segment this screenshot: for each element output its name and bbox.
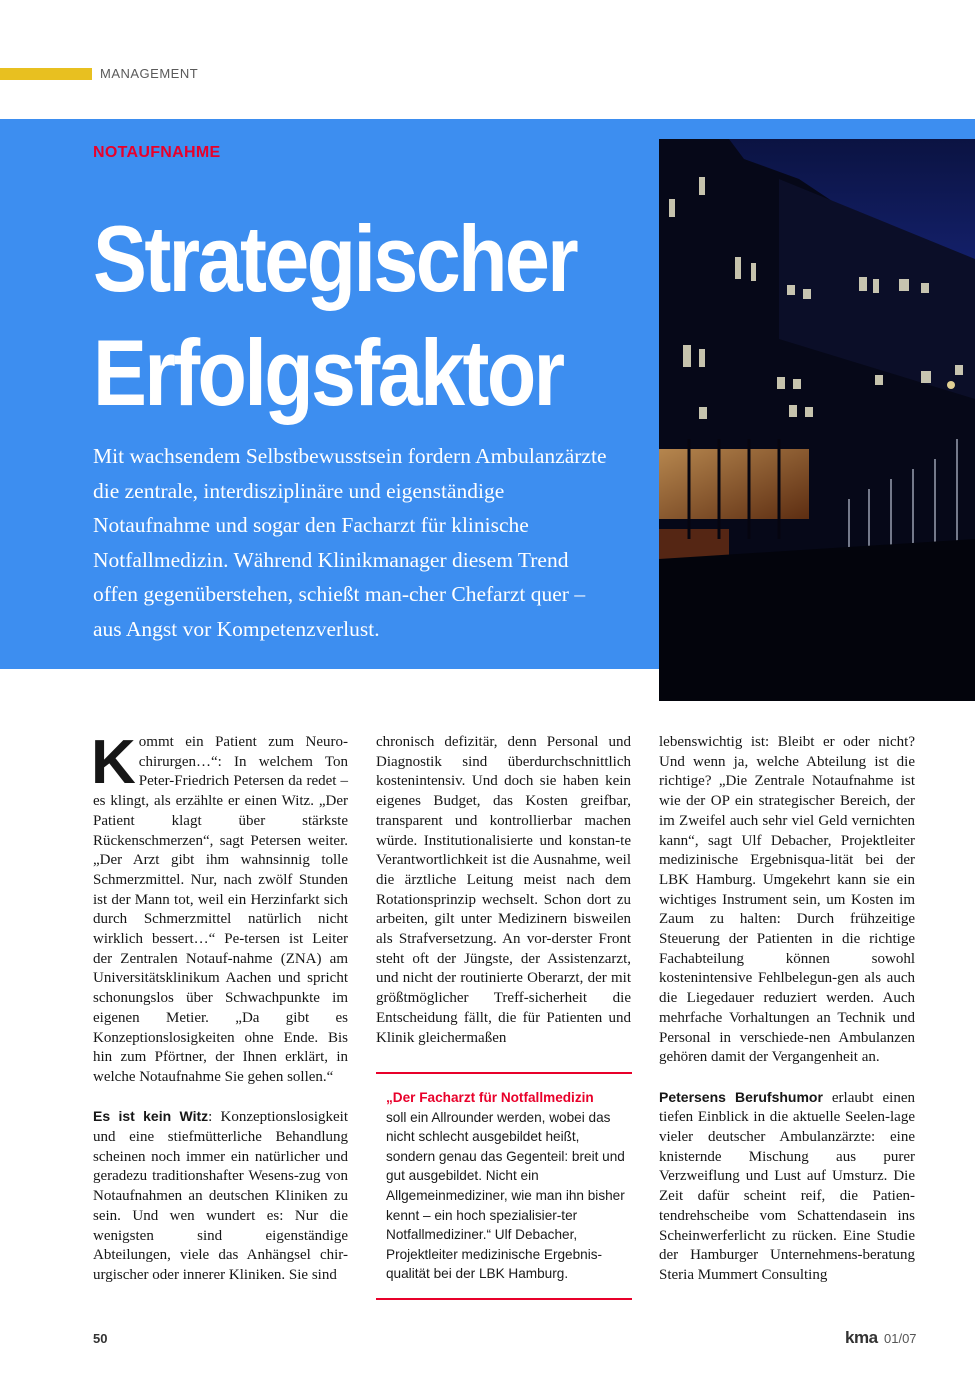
hospital-building-illustration [659, 139, 975, 701]
body-paragraph-2 [93, 1107, 348, 1285]
subhead-lead-in: Es ist kein Witz [93, 1108, 209, 1125]
body-column-1 [91, 728, 348, 1286]
pullquote-text: soll ein Allrounder werden, wobei das nicht schlecht ausgebildet heißt, sondern genau das Gegenteil: breit und gut ausgebildet. Nicht ein Allgemeinmediziner, wie man ihn bisher kennt – ein hoch spezialisier-ter Notfallmediziner.“ Ulf Debacher, Projektleiter medizinische Ergebnis-qualität bei der LBK Hamburg. [386, 1109, 625, 1282]
headline-line-2: Erfolgsfaktor [93, 320, 563, 425]
article-kicker: NOTAUFNAHME [93, 144, 221, 161]
body-paragraph-2-text: : Konzeptionslosigkeit und eine stiefmütterliche Behandlung scheinen noch immer ein natürlicher und geradezu traditionshafter Wesens-zug von Notaufnahmen an deutschen Kliniken zu sein. Und wen wundert es: Nur die wenigsten sind eigenständige Abteilungen, viele das Anhängsel chir-urgischer oder innerer Kliniken. Sie sind [93, 1109, 348, 1283]
body-paragraph-1 [91, 728, 348, 1088]
article-headline [93, 202, 576, 430]
issue-number: 01/07 [884, 1331, 917, 1346]
pullquote-head: „Der Facharzt für Notfallmedizin [386, 1090, 594, 1105]
body-paragraph-5-text: erlaubt einen tiefen Einblick in die aktuelle Seelen-lage vieler deutscher Ambulanzärzte: eine knisternde Mischung aus purer Verzweiflung und Lust auf Umsturz. Die Zeit dafür scheint reif, die Patien-tendrehscheibe vom Schattendasein ins Scheinwerferlicht zu rücken. Eine Studie der Hamburger Unternehmens-beratung Steria Mummert Consulting [659, 1089, 915, 1283]
article-lead: Mit wachsendem Selbstbewusstsein fordern Ambulanzärzte die zentrale, interdisziplinäre und eigenständige Notaufnahme und sogar den Facharzt für klinische Notfallmedizin. Während Klinikmanager diesem Trend offen gegenüberstehen, schießt man-cher Chefarzt quer – aus Angst vor Kompetenzverlust. [93, 444, 607, 641]
headline-line-1: Strategischer [93, 206, 577, 311]
drop-cap: K [91, 728, 136, 797]
section-label: MANAGEMENT [100, 66, 199, 81]
pullquote-top-rule [376, 1072, 632, 1074]
body-paragraph-5 [659, 1088, 915, 1286]
hospital-night-photo [659, 139, 975, 701]
pullquote [386, 1088, 626, 1284]
body-paragraph-3: chronisch defizitär, denn Personal und Diagnostik sind überdurchschnittlich kostenintensiv. Und doch sie haben kein eigenes Budget, das Kosten greifbar, transparent und kontrollierbar machen würde. Institutionalisierte und konstan-te Verantwortlichkeit ist die Ausnahme, weil die ärztliche Leitung meist nach dem Rotationsprinzip wechselt. Schon dort zu arbeiten, gilt unter Medizinern bisweilen als Strafversetzung. An vor-derster Front steht oft der Jüngste, der Assistenzarzt, und nicht der routinierte Oberarzt, der mit größtmöglicher Treff-sicherheit die Entscheidung fällt, die für Patienten und Klinik gleichermaßen [376, 734, 631, 1046]
body-paragraph-1-text: ommt ein Patient zum Neuro-chirurgen…“: In welchem Ton Peter-Friedrich Petersen da redet – es klingt, als erzählte er einen Witz. „Der Patient klagt über stärkste Rückenschmerzen“, sagt Petersen weiter. „Der Arzt gibt ihm wahnsinnig tolle Schmerzmittel. Nur, nach zwölf Stunden ist der Mann tot, weil ein Herzinfarkt sich durch Schmerzmittel natürlich nicht wirklich bessert…“ Pe-tersen ist Leiter der Zentralen Notauf-nahme (ZNA) am Universitätsklinikum Aachen und spricht schonungslos über Schwachpunkte im eigenen Metier. „Da gibt es Konzeptionslosigkeiten ohne Ende. Bis hin zum Pförtner, der Ihnen erklärt, in welche Notaufnahme Sie gehen sollen.“ [93, 734, 348, 1085]
magazine-logo: kma [845, 1328, 878, 1347]
pullquote-bottom-rule [376, 1298, 632, 1300]
body-column-2 [376, 733, 631, 1048]
section-color-bar [0, 68, 92, 80]
page-number: 50 [93, 1331, 108, 1346]
subhead-lead-in-2: Petersens Berufshumor [659, 1088, 823, 1105]
body-column-3 [659, 733, 915, 1286]
body-paragraph-4: lebenswichtig ist: Bleibt er oder nicht? Und wenn ja, welche Abteilung ist die richtige? „Die Zentrale Notaufnahme ist wie der OP ein strategischer Bereich, der im Zweifel auch sehr viel Geld vernichten kann“, sagt Ulf Debacher, Projektleiter medizinische Ergebnisqua-lität bei der LBK Hamburg. Umgekehrt kann sie ein wichtiges Instrument sein, um Kosten im Zaum zu halten: Durch frühzeitige Steuerung der Patienten in die richtige Fachabteilung können sowohl kostenintensive Fehlbelegun-gen als auch die Liegedauer reduziert werden. Auch mehrfache Vorhaltungen an Technik und Personal in verschiede-nen Ambulanzen gehören damit der Vergangenheit an. [659, 734, 915, 1066]
